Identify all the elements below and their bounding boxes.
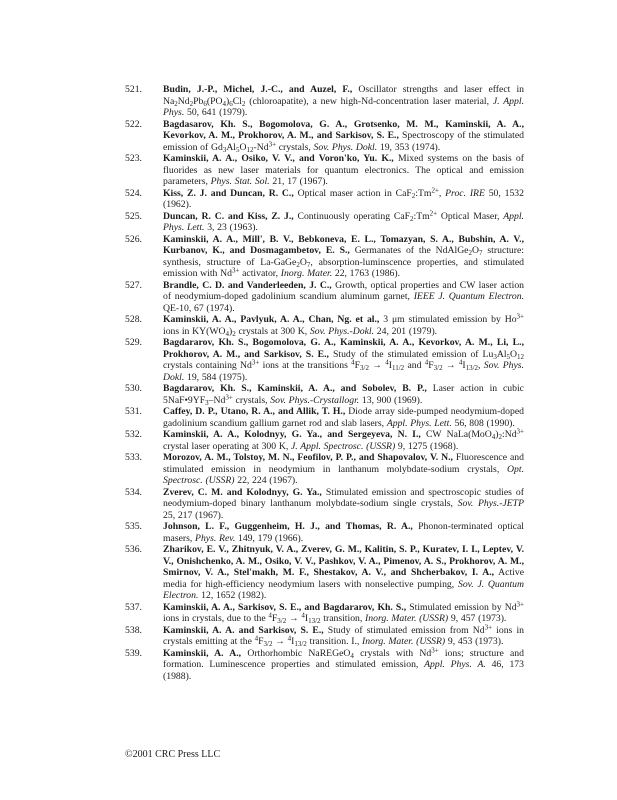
- reference-item: [125, 314, 524, 337]
- reference-number: 528.: [125, 314, 142, 325]
- reference-number: 532.: [125, 429, 142, 440]
- reference-number: 529.: [125, 337, 142, 348]
- reference-item: [125, 544, 524, 602]
- reference-text: Caffey, D. P., Utano, R. A., and Allik, T. H., Diode array side-pumped neodymium-doped gadolinium scandium gallium garnet rod and slab lasers, Appl. Phys. Lett. 56, 808 (1990).: [163, 406, 524, 429]
- reference-text: Brandle, C. D. and Vanderleeden, J. C., Growth, optical properties and CW laser action of neodymium-doped gadolinium scandium aluminum garnet, IEEE J. Quantum Electron. QE-10, 67 (1974).: [163, 279, 525, 314]
- reference-text: Duncan, R. C. and Kiss, Z. J., Continuously operating $CaF_2:Tm^{2+}$ Optical Maser, Appl. Phys. Lett. 3, 23 (1963).: [163, 209, 524, 233]
- reference-text: Bagdararov, Kh. S., Kaminskii, A. A., and Sobolev, B. P., Laser action in cubic $5NaF•9YF_3-Nd^{3+}$ crystals, Sov. Phys.-Crystallogr. 13, 900 (1969).: [163, 383, 524, 407]
- reference-text: Kaminskii, A. A., Orthorhombic NaREGeO$_4$ crystals with $Nd^{3+}$ ions; structure and formation. Luminescence properties and stimulated emission, Appl. Phys. A. 46, 173 (1988).: [163, 646, 524, 682]
- reference-number: 521.: [125, 84, 142, 95]
- copyright-footer: ©2001 CRC Press LLC: [125, 749, 221, 760]
- reference-text: Bagdararov, Kh. S., Bogomolova, G. A., Kaminskii, A. A., Kevorkov, A. M., Li, L., Prokhorov, A. M., and Sarkisov, S. E., Study of the stimulated emission of $Lu_3Al_5O_{12}$ crystals containing $Nd^{3+}$ ions at the transitions $^4F_{3/2} \to ^4I_{11/2}$ and $^4F_{3/2} \to ^4I_{13/2}$, Sov. Phys. Dokl. 19, 584 (1975).: [163, 337, 525, 383]
- reference-number: 524.: [125, 187, 142, 199]
- reference-item: [125, 452, 524, 487]
- reference-number: 535.: [125, 521, 142, 532]
- reference-item: [125, 383, 524, 406]
- reference-number: 531.: [125, 406, 142, 417]
- reference-text: Morozov, A. M., Tolstoy, M. N., Feofilov, P. P., and Shapovalov, V. N., Fluorescence and stimulated emission in neodymium in lanthanum molybdate-sodium crystals, Opt. Spectrosc. (USSR) 22, 224 (1967).: [163, 452, 524, 486]
- reference-number: 526.: [125, 233, 142, 245]
- reference-number: 523.: [125, 153, 142, 164]
- reference-item: [125, 337, 524, 383]
- reference-item: [125, 153, 524, 188]
- reference-number: 530.: [125, 383, 142, 394]
- reference-text: Kaminskii, A. A., Mill', B. V., Bebkoneva, E. L., Tomazyan, S. A., Bubshin, A. V., Kurbanov, K., and Dosmagambetov, E. S., Germanates of the $NdAlGe_2O_7$ structure: synthesis, structure of $La-GaGe_2O_7$, absorption-luminscence properties, and stimulated emission with $Nd^{3+}$ activator, Inorg. Mater. 22, 1763 (1986).: [163, 233, 525, 279]
- reference-number: 536.: [125, 544, 142, 555]
- reference-list: [125, 84, 524, 682]
- reference-text: Kaminskii, A. A., Osiko, V. V., and Voron'ko, Yu. K., Mixed systems on the basis of fluorides as new laser materials for quantum electronics. The optical and emission parameters, Phys. Stat. Sol. 21, 17 (1967).: [163, 153, 524, 187]
- reference-item: [125, 487, 524, 522]
- reference-text: Kaminskii, A. A., Sarkisov, S. E., and Bagdararov, Kh. S., Stimulated emission by $Nd^{3+}$ ions in crystals, due to the $^4F_{3/2} \to ^4I_{13/2}$ transition, Inorg. Mater. (USSR) 9, 457 (1973).: [163, 600, 524, 625]
- reference-item: [125, 188, 524, 211]
- reference-item: [125, 280, 524, 315]
- reference-number: 527.: [125, 279, 142, 291]
- reference-text: Johnson, L. F., Guggenheim, H. J., and Thomas, R. A., Phonon-terminated optical masers, Phys. Rev. 149, 179 (1966).: [163, 521, 524, 544]
- reference-number: 533.: [125, 452, 142, 463]
- reference-number: 522.: [125, 118, 142, 130]
- reference-text: Budin, J.-P., Michel, J.-C., and Auzel, F., Oscillator strengths and laser effect in $Na_2Nd_2Pb_6(PO_4)_6Cl_2$ (chloroapatite), a new high-Nd-concentration laser material, J. Appl. Phys. 50, 641 (1979).: [163, 84, 524, 118]
- reference-text: Kaminskii, A. A., Pavlyuk, A. A., Chan, Ng. et al., 3 μm stimulated emission by $Ho^{3+}$ ions in $KY(WO_4)_2$ crystals at 300 K, Sov. Phys.-Dokl. 24, 201 (1979).: [163, 312, 524, 338]
- reference-item: [125, 602, 524, 625]
- reference-number: 525.: [125, 210, 142, 222]
- reference-text: Kiss, Z. J. and Duncan, R. C., Optical maser action in $CaF_2:Tm^{2+}$, Proc. IRE 50, 1532 (1962).: [163, 186, 524, 210]
- reference-item: [125, 234, 524, 280]
- reference-item: [125, 648, 524, 683]
- reference-text: Zharikov, E. V., Zhitnyuk, V. A., Zverev, G. M., Kalitin, S. P., Kuratev, I. I., Leptev, V. V., Onishchenko, A. M., Osiko, V. V., Pashkov, V. A., Pimenov, A. S., Prokhorov, A. M., Smirnov, V. A., Stel'makh, M. F., Shestakov, A. V., and Shcherbakov, I. A., Active media for high-efficiency neodymium lasers with nonselective pumping, Sov. J. Quantum Electron. 12, 1652 (1982).: [163, 544, 524, 601]
- reference-item: [125, 406, 524, 429]
- reference-item: [125, 211, 524, 234]
- reference-number: 539.: [125, 647, 142, 659]
- reference-item: [125, 429, 524, 452]
- reference-text: Zverev, C. M. and Kolodnyy, G. Ya., Stimulated emission and spectroscopic studies of neodymium-doped binary lanthanum molybdate-sodium single crystals, Sov. Phys.-JETP 25, 217 (1967).: [163, 486, 524, 521]
- reference-item: [125, 625, 524, 648]
- reference-item: [125, 521, 524, 544]
- reference-item: [125, 119, 524, 154]
- reference-number: 537.: [125, 601, 142, 613]
- reference-text: Kaminskii, A. A. and Sarkisov, S. E., Study of stimulated emission from $Nd^{3+}$ ions in crystals emitting at the $^4F_{3/2} \to ^4I_{13/2}$ transition. I., Inorg. Mater. (USSR) 9, 453 (1973).: [163, 623, 524, 648]
- reference-text: Bagdasarov, Kh. S., Bogomolova, G. A., Grotsenko, M. M., Kaminskii, A. A., Kevorkov, A. M., Prokhorov, A. M., and Sarkisov, S. E., Spectroscopy of the stimulated emission of $Gd_3Al_5O_{12}-Nd^{3+}$ crystals, Sov. Phys. Dokl. 19, 353 (1974).: [163, 118, 524, 154]
- reference-number: 538.: [125, 624, 142, 636]
- reference-text: Kaminskii, A. A., Kolodnyy, G. Ya., and Sergeyeva, N. I., CW $NaLa(MoO_4)_2:Nd^{3+}$ crystal laser operating at 300 K, J. Appl. Spectrosc. (USSR) 9, 1275 (1968).: [163, 427, 524, 452]
- reference-number: 534.: [125, 486, 142, 498]
- reference-item: [125, 84, 524, 119]
